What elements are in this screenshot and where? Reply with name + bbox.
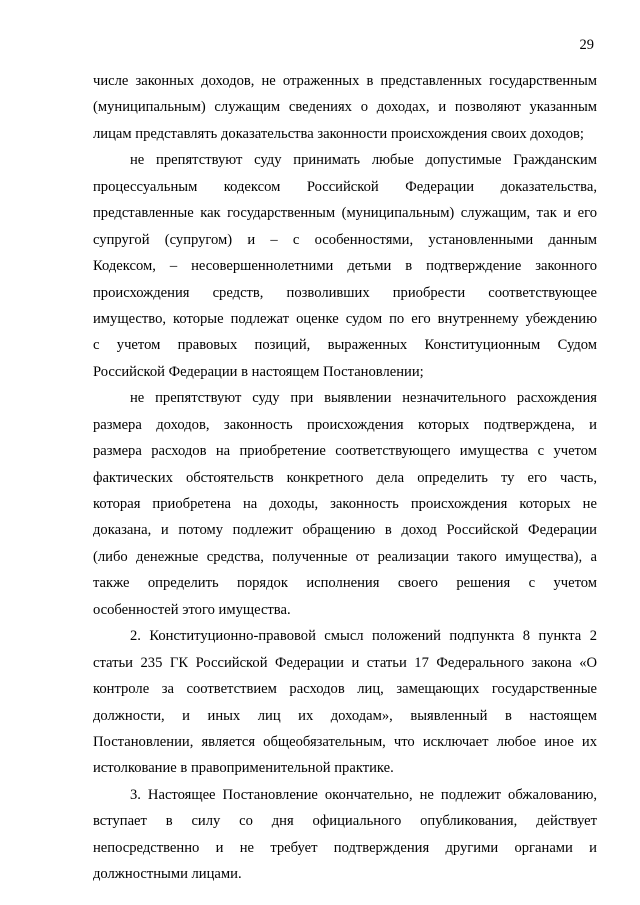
text-line: доказана, и потому подлежит обращению в доход Российской Федерации (93, 522, 597, 539)
text-line: непосредственно и не требует подтверждения другими органами и (93, 839, 597, 856)
text-line: супругой (супругом) и – с особенностями, установленными данным (93, 231, 597, 248)
text-line: особенностей этого имущества. (93, 601, 291, 618)
text-line: статьи 235 ГК Российской Федерации и статьи 17 Федерального закона «О (93, 654, 597, 671)
text-line: фактических обстоятельств конкретного дела определить ту его часть, (93, 469, 597, 486)
text-line: представленные как государственным (муниципальным) служащим, так и его (93, 205, 597, 222)
text-line: Кодексом, – несовершеннолетними детьми в подтверждение законного (93, 258, 597, 275)
text-line: 3. Настоящее Постановление окончательно, не подлежит обжалованию, (130, 786, 597, 803)
text-line: Постановлении, является общеобязательным, что исключает любое иное их (93, 733, 597, 750)
text-line: процессуальным кодексом Российской Федерации доказательства, (93, 178, 597, 195)
text-line: не препятствуют суду при выявлении незначительного расхождения (130, 390, 597, 407)
text-line: также определить порядок исполнения своего решения с учетом (93, 575, 597, 592)
text-line: имущество, которые подлежат оценке судом по его внутреннему убеждению (93, 310, 597, 327)
text-line: должностными лицами. (93, 866, 242, 883)
text-line: с учетом правовых позиций, выраженных Конституционным Судом (93, 337, 597, 354)
paragraph (93, 147, 597, 385)
text-line: вступает в силу со дня официального опубликования, действует (93, 813, 597, 830)
text-line: размера расходов на приобретение соответствующего имущества с учетом (93, 443, 597, 460)
text-line: размера доходов, законность происхождения которых подтверждена, и (93, 416, 597, 433)
text-line: контроле за соответствием расходов лиц, замещающих государственные (93, 681, 597, 698)
text-line: (либо денежные средства, полученные от реализации такого имущества), а (93, 548, 597, 565)
paragraph (93, 782, 597, 888)
text-line: лицам представлять доказательства законности происхождения своих доходов; (93, 125, 584, 142)
text-line: должности, и иных лиц их доходам», выявленный в настоящем (93, 707, 597, 724)
text-line: числе законных доходов, не отраженных в представленных государственным (93, 73, 597, 89)
text-line: истолкование в правоприменительной практике. (93, 760, 394, 777)
text-line: Российской Федерации в настоящем Постановлении; (93, 363, 424, 380)
paragraph (93, 385, 597, 623)
page-number: 29 (579, 37, 594, 53)
paragraph (93, 623, 597, 782)
text-line: не препятствуют суду принимать любые допустимые Гражданским (130, 152, 597, 169)
text-line: (муниципальным) служащим сведениях о доходах, и позволяют указанным (93, 99, 597, 116)
text-line: 2. Конституционно-правовой смысл положений подпункта 8 пункта 2 (130, 628, 597, 645)
document-body (93, 68, 597, 888)
text-line: которая приобретена на доходы, законность происхождения которых не (93, 496, 597, 512)
text-line: происхождения средств, позволивших приобрести соответствующее (93, 284, 597, 301)
paragraph (93, 68, 597, 147)
